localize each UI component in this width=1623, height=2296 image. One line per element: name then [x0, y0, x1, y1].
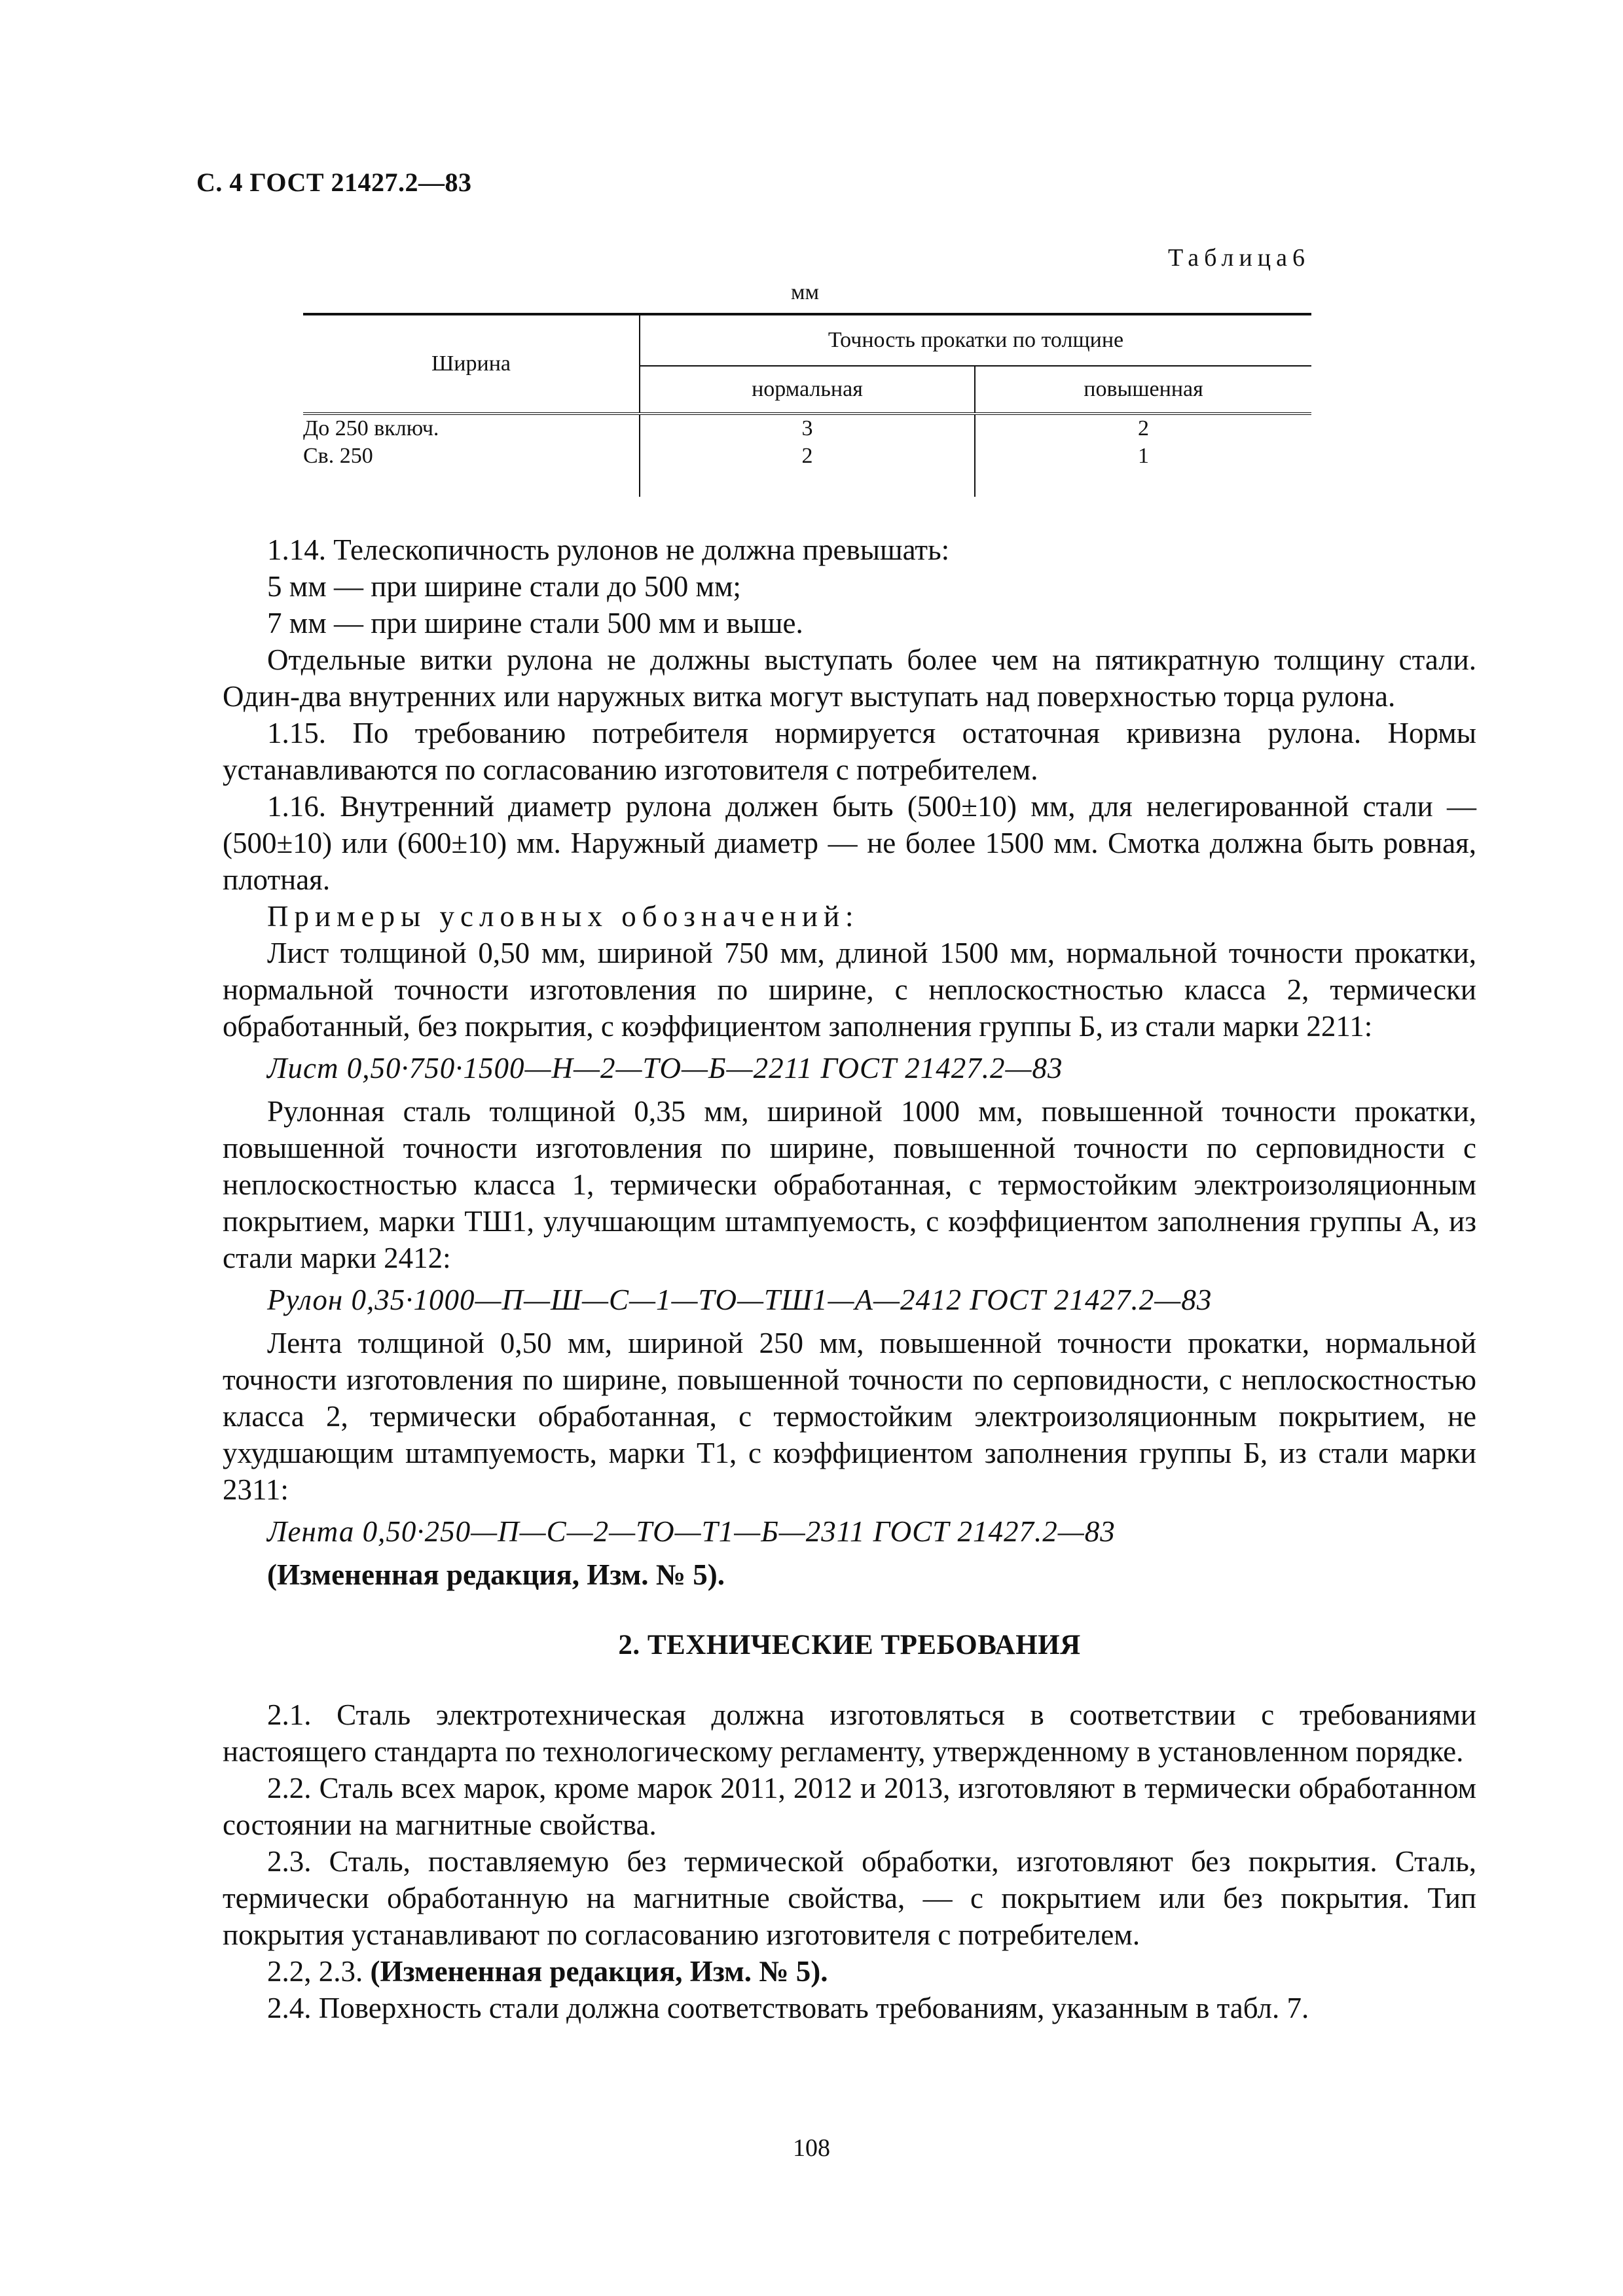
rolling-accuracy-table	[303, 313, 1311, 497]
paragraph: Лист толщиной 0,50 мм, шириной 750 мм, длиной 1500 мм, нормальной точности прокатки, нормальной точности изготовления по ширине, с неплоскостностью класса 2, термически обработанный, без покрытия, с коэффициентом заполнения группы Б, из стали марки 2211:	[223, 937, 1476, 1043]
revision-paragraph	[223, 1953, 1476, 1990]
revision-note: (Измененная редакция, Изм. № 5).	[370, 1955, 828, 1988]
column-header-group: Точность прокатки по толщине	[640, 314, 1311, 366]
section-title: 2. ТЕХНИЧЕСКИЕ ТРЕБОВАНИЯ	[618, 1630, 1081, 1660]
document-body	[223, 531, 1476, 2026]
table-caption: Таблица6	[1167, 244, 1310, 272]
paragraph: 2.1. Сталь электротехническая должна изготовляться в соответствии с требованиями настоящего стандарта по технологическому регламенту, утвержденному в установленном порядке.	[223, 1698, 1476, 1768]
table-cell: 3	[801, 416, 813, 440]
example-designation: Лента 0,50·250—П—С—2—ТО—Т1—Б—2311 ГОСТ 21427.2—83	[267, 1515, 1116, 1548]
width-cell	[303, 414, 640, 497]
table-body	[303, 414, 1311, 497]
column-header-width: Ширина	[303, 314, 640, 414]
paragraph: 2.4. Поверхность стали должна соответствовать требованиям, указанным в табл. 7.	[267, 1992, 1309, 2024]
table-cell: 2	[801, 444, 813, 468]
revision-note: (Измененная редакция, Изм. № 5).	[267, 1558, 725, 1591]
table-cell: 1	[1138, 444, 1149, 468]
table-cell: 2	[1138, 416, 1149, 440]
paragraph: 5 мм — при ширине стали до 500 мм;	[267, 570, 741, 603]
paragraph: 1.16. Внутренний диаметр рулона должен быть (500±10) мм, для нелегированной стали — (500±10) или (600±10) мм. Наружный диаметр — не более 1500 мм. Смотка должна быть ровная, плотная.	[223, 790, 1476, 896]
examples-heading: Примеры условных обозначений:	[267, 900, 860, 933]
paragraph: 2.2. Сталь всех марок, кроме марок 2011, 2012 и 2013, изготовляют в термически обработанном состоянии на магнитные свойства.	[223, 1772, 1476, 1841]
increased-cell	[975, 414, 1311, 497]
page-number: 108	[793, 2134, 830, 2162]
table-6	[303, 313, 1311, 497]
normal-cell	[640, 414, 975, 497]
paragraph: Лента толщиной 0,50 мм, шириной 250 мм, повышенной точности прокатки, нормальной точности изготовления по ширине, повышенной точности по серповидности, с неплоскостностью класса 2, термически обработанная, с термостойким электроизоляционным покрытием, не ухудшающим штампуемость, марки Т1, с коэффициентом заполнения группы Б, из стали марки 2311:	[223, 1327, 1476, 1506]
paragraph: 1.14. Телескопичность рулонов не должна превышать:	[267, 533, 950, 566]
example-designation: Рулон 0,35·1000—П—Ш—С—1—ТО—ТШ1—А—2412 ГОСТ 21427.2—83	[267, 1283, 1213, 1316]
table-cell: До 250 включ.	[303, 416, 439, 440]
table-units: мм	[791, 280, 820, 304]
column-header-normal: нормальная	[640, 366, 975, 414]
paragraph: Рулонная сталь толщиной 0,35 мм, шириной 1000 мм, повышенной точности прокатки, повышенной точности изготовления по ширине, повышенной точности по серповидности с неплоскостностью класса 1, термически обработанная, с термостойким электроизоляционным покрытием, марки ТШ1, улучшающим штампуемость, с коэффициентом заполнения группы А, из стали марки 2412:	[223, 1095, 1476, 1274]
table-cell: Св. 250	[303, 444, 373, 468]
paragraph: 1.15. По требованию потребителя нормируется остаточная кривизна рулона. Нормы устанавливаются по согласованию изготовителя с потребителем.	[223, 717, 1476, 786]
page-header: С. 4 ГОСТ 21427.2—83	[196, 168, 472, 197]
example-designation: Лист 0,50·750·1500—Н—2—ТО—Б—2211 ГОСТ 21427.2—83	[267, 1052, 1063, 1085]
paragraph: 2.3. Сталь, поставляемую без термической обработки, изготовляют без покрытия. Сталь, термически обработанную на магнитные свойства, — с покрытием или без покрытия. Тип покрытия устанавливают по согласованию изготовителя с потребителем.	[223, 1845, 1476, 1951]
paragraph: 7 мм — при ширине стали 500 мм и выше.	[267, 607, 803, 639]
column-header-increased: повышенная	[975, 366, 1311, 414]
paragraph: Отдельные витки рулона не должны выступать более чем на пятикратную толщину стали. Один-два внутренних или наружных витка могут выступать над поверхностью торца рулона.	[223, 643, 1476, 713]
revision-prefix: 2.2, 2.3.	[267, 1955, 371, 1988]
